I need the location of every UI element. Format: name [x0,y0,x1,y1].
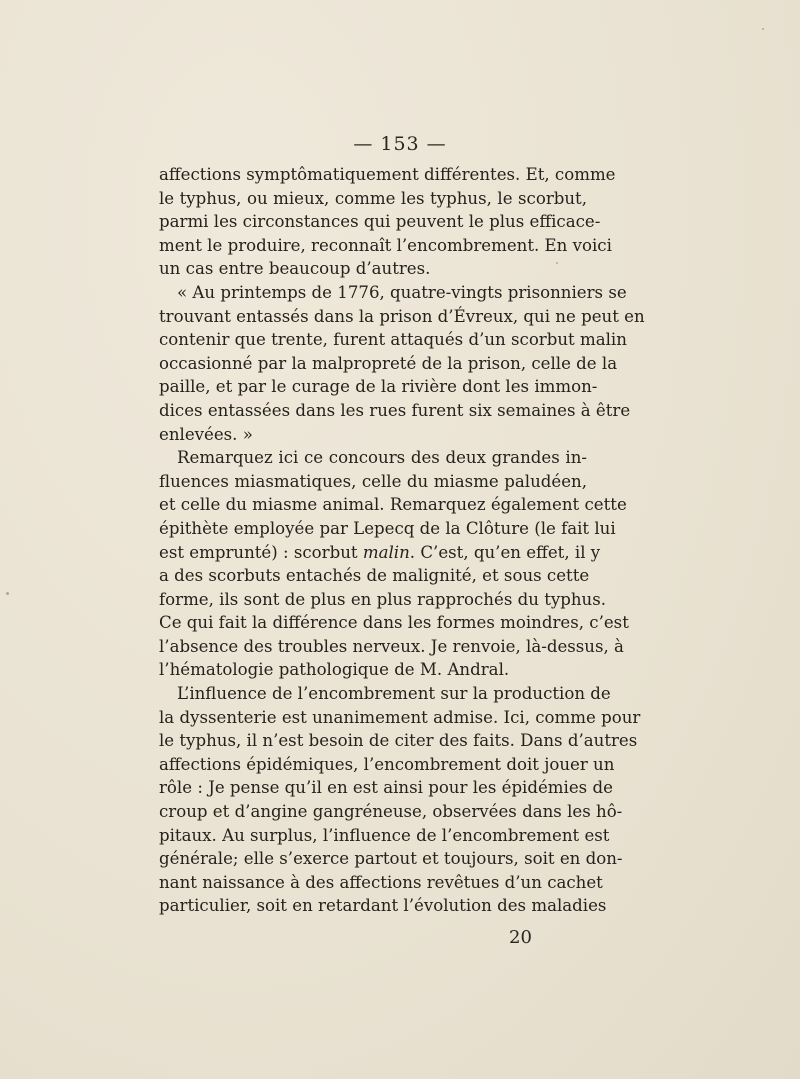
text-line: affections symptômatiquement différentes. Et, comme [159,165,616,184]
paper-speck [6,592,9,595]
text-line: dices entassées dans les rues furent six semaines à être [159,400,631,420]
text-line: « Au printemps de 1776, quatre-vingts prisonniers se [177,282,627,302]
text-line: forme, ils sont de plus en plus rapprochés du typhus. [159,589,607,609]
text-line [159,541,601,565]
text-line: croup et d’angine gangréneuse, observées dans les hô- [159,802,623,822]
text-line: la dyssenterie est unanimement admise. Ici, comme pour [159,707,641,727]
running-header-page-number: — 153 — [353,133,447,155]
text-line: générale; elle s’exerce partout et toujours, soit en don- [159,849,623,869]
text-line: Remarquez ici ce concours des deux grandes in- [177,448,587,468]
text-line: l’absence des troubles nerveux. Je renvoie, là-dessus, à [159,636,624,656]
text-line: trouvant entassés dans la prison d’Évreux, qui ne peut en [159,306,645,326]
text-line: rôle : Je pense qu’il en est ainsi pour les épidémies de [159,778,613,798]
text-line: particulier, soit en retardant l’évolution des maladies [159,896,607,916]
text-line: nant naissance à des affections revêtues d’un cachet [159,872,603,892]
text-line: occasionné par la malpropreté de la prison, celle de la [159,353,618,373]
text-line: fluences miasmatiques, celle du miasme paludéen, [159,471,587,491]
signature-mark: 20 [509,927,532,948]
text-line: L’influence de l’encombrement sur la production de [177,684,611,704]
text-line: paille, et par le curage de la rivière dont les immon- [159,377,598,397]
text-line: un cas entre beaucoup d’autres. [159,259,431,279]
body-text [159,163,645,918]
text-line: contenir que trente, furent attaqués d’un scorbut malin [159,330,627,350]
text-line: le typhus, ou mieux, comme les typhus, le scorbut, [159,188,587,208]
text-line: épithète employée par Lepecq de la Clôture (le fait lui [159,518,616,538]
italic-word: malin [362,542,410,562]
text-line: a des scorbuts entachés de malignité, et sous cette [159,566,590,586]
text-fragment: est emprunté) : scorbut [159,542,363,562]
text-line: le typhus, il n’est besoin de citer des faits. Dans d’autres [159,731,638,751]
text-line: et celle du miasme animal. Remarquez également cette [159,495,627,515]
paper-speck [762,28,764,30]
text-line: l’hématologie pathologique de M. Andral. [159,660,510,680]
text-line: Ce qui fait la différence dans les formes moindres, c’est [159,613,629,633]
text-fragment: . C’est, qu’en effet, il y [409,542,601,562]
paper-speck [556,262,558,264]
text-line: affections épidémiques, l’encombrement doit jouer un [159,754,615,774]
text-line: parmi les circonstances qui peuvent le plus efficace- [159,212,601,232]
text-line: ment le produire, reconnaît l’encombrement. En voici [159,235,612,255]
text-line: pitaux. Au surplus, l’influence de l’encombrement est [159,825,610,845]
text-line: enlevées. » [159,424,253,444]
